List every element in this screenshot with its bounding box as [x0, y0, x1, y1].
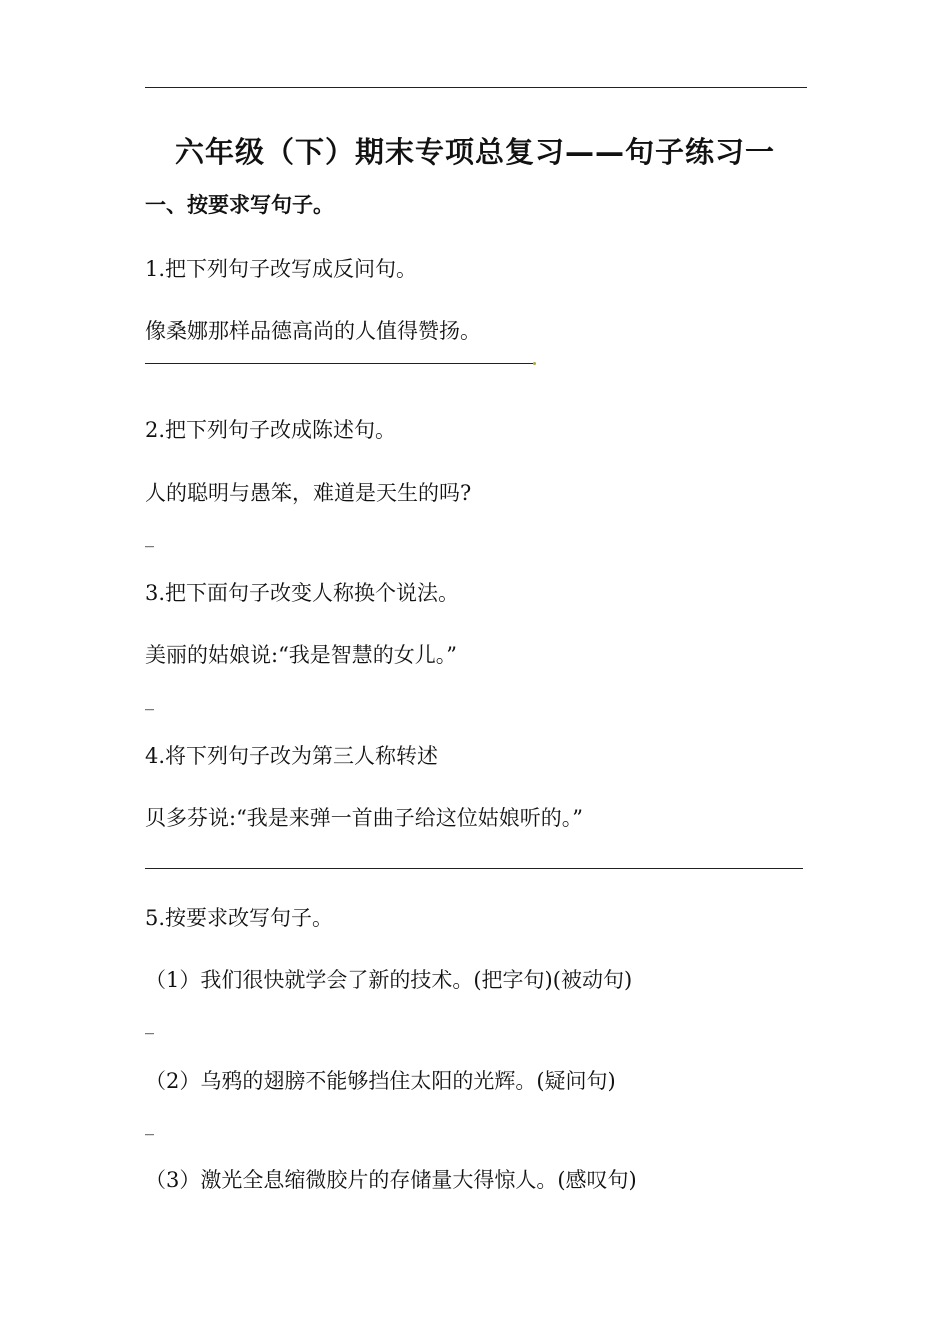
q5-item-2: （2）乌鸦的翅膀不能够挡住太阳的光辉。(疑问句) — [145, 1069, 616, 1093]
q1-answer-line — [145, 363, 533, 364]
q4-prompt: 4.将下列句子改为第三人称转述 — [145, 744, 439, 768]
q1-sentence: 像桑娜那样品德高尚的人值得赞扬。 — [145, 319, 481, 343]
q4-sentence: 贝多芬说:“我是来弹一首曲子给这位姑娘听的。” — [145, 806, 584, 830]
section-heading: 一、按要求写句子。 — [145, 193, 334, 217]
page-title: 六年级（下）期末专项总复习——句子练习一 — [174, 135, 775, 169]
q5-item-1-answer-mark: _ — [145, 1014, 154, 1035]
q5-item-2-answer-mark: _ — [145, 1115, 154, 1136]
q2-answer-mark: _ — [145, 527, 154, 548]
q2-sentence: 人的聪明与愚笨，难道是天生的吗? — [145, 481, 472, 505]
header-rule — [145, 87, 807, 88]
q1-prompt: 1.把下列句子改写成反问句。 — [145, 257, 418, 281]
q3-answer-mark: _ — [145, 690, 154, 711]
q2-prompt: 2.把下列句子改成陈述句。 — [145, 418, 397, 442]
q3-sentence: 美丽的姑娘说:“我是智慧的女儿。” — [145, 643, 458, 667]
q5-prompt: 5.按要求改写句子。 — [145, 906, 334, 930]
q5-item-3: （3）激光全息缩微胶片的存储量大得惊人。(感叹句) — [145, 1168, 637, 1192]
q3-prompt: 3.把下面句子改变人称换个说法。 — [145, 581, 460, 605]
q5-item-1: （1）我们很快就学会了新的技术。(把字句)(被动句) — [145, 968, 633, 992]
q4-answer-line — [145, 868, 803, 869]
q1-line-dot — [533, 362, 536, 365]
